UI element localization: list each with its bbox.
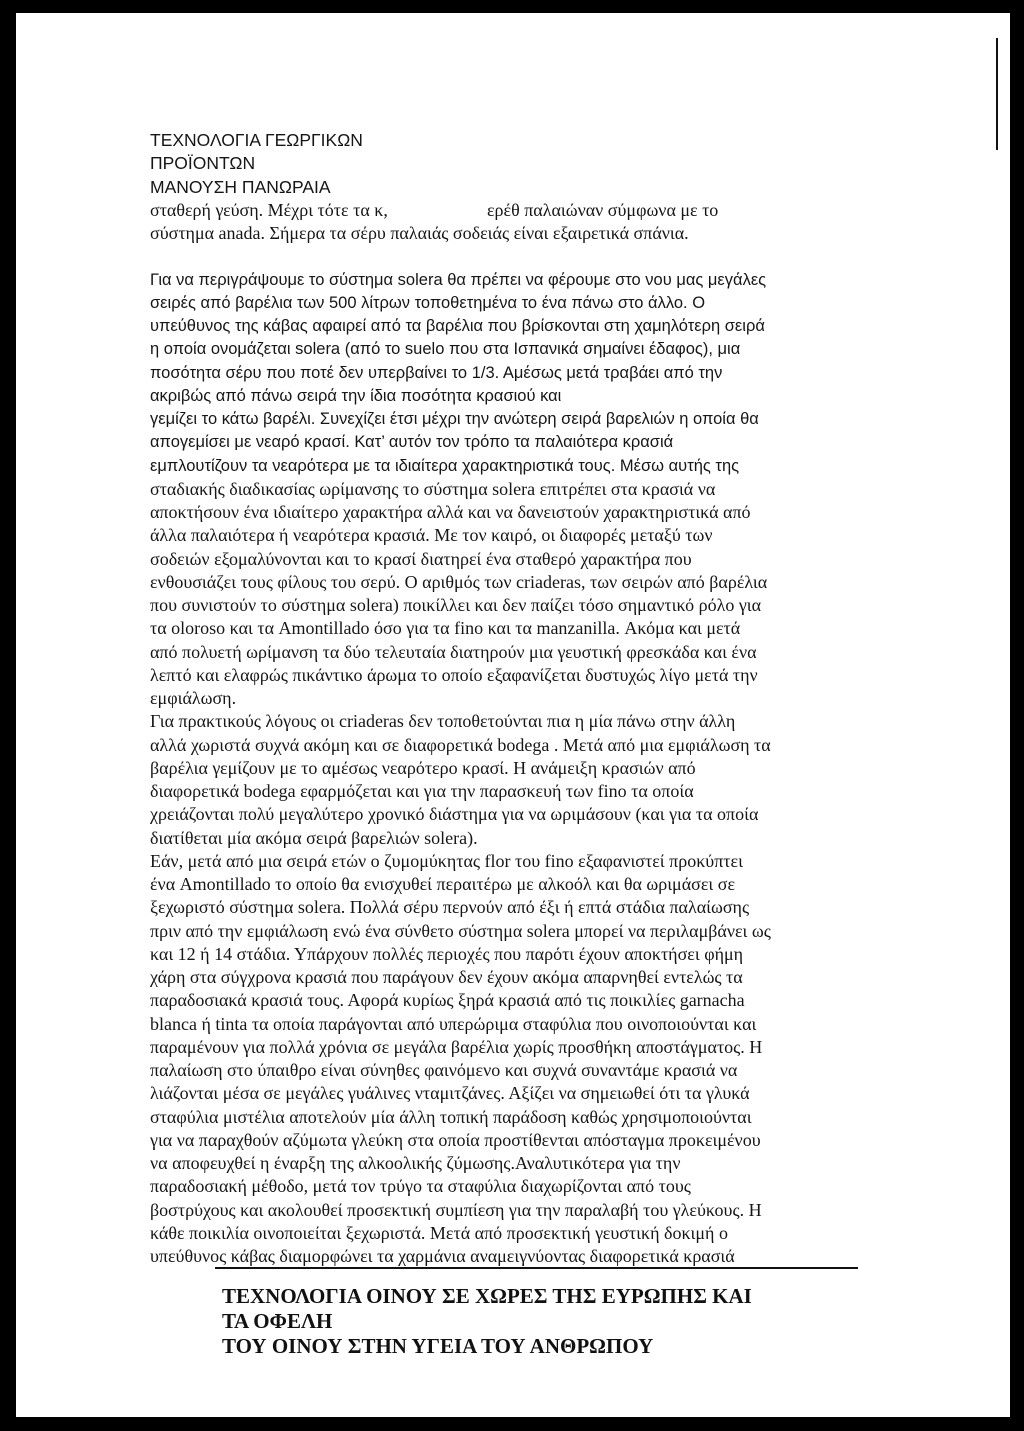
- body-text-line: σταδιακής διαδικασίας ωρίμανσης το σύστημα solera επιτρέπει στα κρασιά να: [150, 478, 716, 499]
- body-text-line: που συνιστούν το σύστημα solera) ποικίλλει και δεν παίζει τόσο σημαντικό ρόλο για: [150, 595, 762, 615]
- body-text-line: αλλά χωριστά συχνά ακόμη και σε διαφορετικά bodega . Μετά από μια εμφιάλωση τα: [150, 734, 771, 755]
- body-text-fragment: σταθερή γεύση. Μέχρι τότε τα κ,: [150, 199, 388, 220]
- body-text-line: ενθουσιάζει τους φίλους του σερύ. Ο αριθμός των criaderas, των σειρών από βαρέλια: [150, 571, 768, 592]
- blank-line: [150, 245, 1010, 268]
- body-text-line: και 12 ή 14 στάδια. Υπάρχουν πολλές περιοχές που παρότι έχουν αποκτήσει φήμη: [150, 943, 744, 964]
- body-text-line: λεπτό και ελαφρώς πικάντικο άρωμα το οποίο εξαφανίζεται δυστυχώς λίγο μετά την: [150, 664, 758, 685]
- footer-title-line: ΤΟΥ ΟΙΝΟΥ ΣΤΗΝ ΥΓΕΙΑ ΤΟΥ ΑΝΘΡΩΠΟΥ: [222, 1334, 654, 1358]
- footer-title-line: ΤΑ ΟΦΕΛΗ: [222, 1309, 333, 1333]
- body-text-line: παραδοσιακή μέθοδο, μετά τον τρύγο τα σταφύλια διαχωρίζονται από τους: [150, 1176, 691, 1197]
- body-text-line: κάθε ποικιλία οινοποιείται ξεχωριστά. Μετά από προσεκτική γευστική δοκιμή ο: [150, 1222, 728, 1243]
- body-text-fragment: ερέθ παλαιώναν σύμφωνα με το: [487, 199, 719, 220]
- body-text-line: να αποφευχθεί η έναρξη της αλκοολικής ζύμωσης.Αναλυτικότερα για την: [150, 1153, 681, 1173]
- body-text-line: από πολυετή ωρίμανση τα δύο τελευταία διατηρούν μια γευστική φρεσκάδα και ένα: [150, 641, 757, 662]
- body-text-line: πριν από την εμφιάλωση ενώ ένα σύνθετο σύστημα solera μπορεί να περιλαμβάνει ως: [150, 920, 771, 941]
- document-text: [150, 129, 1010, 1268]
- body-text-line: υπεύθυνος κάβας διαμορφώνει τα χαρμάνια αναμειγνύοντας διαφορετικά κρασιά: [150, 1246, 735, 1266]
- footer-title-line: ΤΕΧΝΟΛΟΓΙΑ ΟΙΝΟΥ ΣΕ ΧΩΡΕΣ ΤΗΣ ΕΥΡΩΠΗΣ ΚΑΙ: [222, 1284, 752, 1308]
- body-text-line: για να παραχθούν αζύμωτα γλεύκη στα οποία προστίθενται απόσταγμα προκειμένου: [150, 1129, 761, 1150]
- body-text-line: παλαίωση στο ύπαιθρο είναι σύνηθες φαινόμενο και συχνά συναντάμε κρασιά να: [150, 1060, 738, 1080]
- body-text-line: σειρές από βαρέλια των 500 λίτρων τοποθετημένα το ένα πάνω στο άλλο. Ο: [150, 293, 706, 312]
- body-text-line: υπεύθυνος της κάβας αφαιρεί από τα βαρέλια που βρίσκονται στη χαμηλότερη σειρά: [150, 317, 765, 335]
- body-text-line: ποσότητα σέρυ που ποτέ δεν υπερβαίνει το 1/3. Αμέσως μετά τραβάει από την: [150, 363, 723, 382]
- body-text-line: εμπλουτίζουν τα νεαρότερα με τα ιδιαίτερα χαρακτηριστικά τους. Μέσω αυτής της: [150, 456, 740, 475]
- header-line: ΤΕΧΝΟΛΟΓΙΑ ΓΕΩΡΓΙΚΩΝ: [150, 130, 363, 150]
- footer-rule: [215, 1267, 858, 1269]
- body-text-line: τα oloroso και τα Amontillado όσο για τα fino και τα manzanilla. Ακόμα και μετά: [150, 618, 741, 639]
- body-text-line: εμφιάλωση.: [150, 688, 237, 708]
- body-text-line: Για να περιγράψουμε το σύστημα solera θα πρέπει να φέρουμε στο νου μας μεγάλες: [150, 270, 767, 289]
- body-text-line: χάρη στα σύγχρονα κρασιά που παράγουν δεν έχουν ακόμα απαρνηθεί εντελώς τα: [150, 967, 743, 987]
- body-text-line: λιάζονται μέσα σε μεγάλες γυάλινες νταμιτζάνες. Αξίζει να σημειωθεί ότι τα γλυκά: [150, 1083, 750, 1104]
- body-text-line: παραμένουν για πολλά χρόνια σε μεγάλα βαρέλια χωρίς προσθήκη αποστάγματος. Η: [150, 1036, 763, 1057]
- body-text-line: διαφορετικά bodega εφαρμόζεται και για την παρασκευή των fino τα οποία: [150, 781, 694, 801]
- body-text-line: Εάν, μετά από μια σειρά ετών ο ζυμομύκητας flor του fino εξαφανιστεί προκύπτει: [150, 850, 743, 871]
- body-text-line: Για πρακτικούς λόγους οι criaderas δεν τοποθετούνται πια η μία πάνω στην άλλη: [150, 711, 736, 732]
- header-line: ΠΡΟΪΟΝΤΩΝ: [150, 153, 256, 174]
- body-text-line: βαρέλια γεμίζουν με το αμέσως νεαρότερο κρασί. Η ανάμειξη κρασιών από: [150, 757, 696, 778]
- body-text-line: απογεμίσει με νεαρό κρασί. Κατ’ αυτόν τον τρόπο τα παλαιότερα κρασιά: [150, 433, 674, 452]
- body-text-line: σύστημα anada. Σήμερα τα σέρυ παλαιάς σοδειάς είναι εξαιρετικά σπάνια.: [150, 223, 689, 243]
- body-text-line: [150, 199, 1010, 222]
- body-text-line: βοστρύχους και ακολουθεί προσεκτική συμπίεση για την παραλαβή του γλεύκους. Η: [150, 1199, 762, 1220]
- body-text-line: διατίθεται μία ακόμα σειρά βαρελιών solera).: [150, 827, 478, 848]
- footer-title: [222, 1284, 752, 1359]
- body-text-line: σοδειών εξομαλύνονται και το κρασί διατηρεί ένα σταθερό χαρακτήρα που: [150, 548, 692, 569]
- body-text-line: χρειάζονται πολύ μεγαλύτερο χρονικό διάστημα για να ωριμάσουν (και για τα οποία: [150, 804, 759, 825]
- header-line: ΜΑΝΟΥΣΗ ΠΑΝΩΡΑΙΑ: [150, 176, 331, 197]
- body-text-line: ένα Amontillado το οποίο θα ενισχυθεί περαιτέρω με αλκοόλ και θα ωριμάσει σε: [150, 874, 735, 894]
- body-text-line: άλλα παλαιότερα ή νεαρότερα κρασιά. Με τον καιρό, οι διαφορές μεταξύ των: [150, 525, 713, 546]
- body-text-line: ξεχωριστό σύστημα solera. Πολλά σέρυ περνούν από έξι ή επτά στάδια παλαίωσης: [150, 897, 750, 918]
- body-text-line: blanca ή tinta τα οποία παράγονται από υπερώριμα σταφύλια που οινοποιούνται και: [150, 1013, 757, 1034]
- body-text-line: αποκτήσουν ένα ιδιαίτερο χαρακτήρα αλλά και να δανειστούν χαρακτηριστικά από: [150, 502, 751, 522]
- body-text-line: παραδοσιακά κρασιά τους. Αφορά κυρίως ξηρά κρασιά από τις ποικιλίες garnacha: [150, 990, 745, 1011]
- body-text-line: η οποία ονομάζεται solera (από το suelo που στα Ισπανικά σημαίνει έδαφος), μια: [150, 340, 741, 359]
- body-text-line: σταφύλια μιστέλια αποτελούν μία άλλη τοπική παράδοση καθώς χρησιμοποιούνται: [150, 1106, 752, 1127]
- body-text-line: γεμίζει το κάτω βαρέλι. Συνεχίζει έτσι μέχρι την ανώτερη σειρά βαρελιών η οποία θα: [150, 410, 759, 428]
- body-text-line: ακριβώς από πάνω σειρά την ίδια ποσότητα κρασιού και: [150, 386, 562, 405]
